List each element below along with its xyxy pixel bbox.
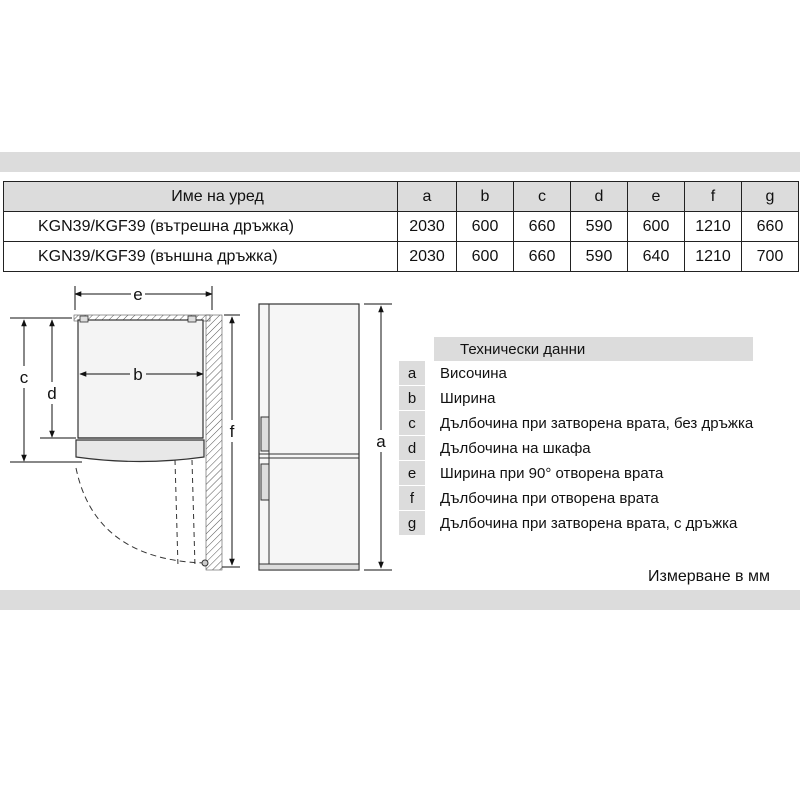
specs-header-d: d [571, 182, 628, 212]
specs-header-f: f [685, 182, 742, 212]
value-e-cell: 640 [628, 242, 685, 272]
list-item [399, 411, 753, 436]
side-wall-hatch [206, 315, 222, 570]
value-c-cell: 660 [514, 212, 571, 242]
dim-label-e: e [133, 285, 143, 304]
dim-label-d: d [47, 384, 57, 403]
legend-text: Дълбочина при затворена врата, без дръжка [440, 414, 754, 432]
specs-header-c: c [514, 182, 571, 212]
specs-table [3, 181, 799, 272]
open-door-outline-2 [192, 460, 195, 567]
specs-header-a: a [398, 182, 457, 212]
legend-key: f [399, 486, 425, 511]
specs-header-b: b [457, 182, 514, 212]
value-e-cell: 600 [628, 212, 685, 242]
legend-text: Дълбочина при отворена врата [440, 489, 659, 507]
legend-text: Височина [440, 364, 507, 382]
value-g-cell: 700 [742, 242, 799, 272]
legend-text: Ширина при 90° отворена врата [440, 464, 664, 482]
specs-header-e: e [628, 182, 685, 212]
legend-key: g [399, 511, 425, 536]
bottom-gray-band [0, 590, 800, 610]
value-g-cell: 660 [742, 212, 799, 242]
upper-door-handle [261, 417, 269, 451]
legend-key: e [399, 461, 425, 486]
model-name-cell: KGN39/KGF39 (външна дръжка) [4, 242, 398, 272]
top-view [74, 315, 222, 570]
legend-key: c [399, 411, 425, 436]
value-f-cell: 1210 [685, 242, 742, 272]
legend-key: a [399, 361, 425, 386]
plinth [259, 564, 359, 570]
closed-door [76, 440, 204, 462]
table-row [4, 242, 799, 272]
dim-label-a: a [376, 432, 386, 451]
value-f-cell: 1210 [685, 212, 742, 242]
list-item [399, 386, 753, 411]
specs-header-g: g [742, 182, 799, 212]
dimension-diagram [0, 280, 400, 580]
door-swing-arc [76, 468, 205, 563]
specs-header-name: Име на уред [4, 182, 398, 212]
list-item [399, 436, 753, 461]
legend-text: Дълбочина на шкафа [440, 439, 591, 457]
value-a-cell: 2030 [398, 242, 457, 272]
legend-key: d [399, 436, 425, 461]
list-item [399, 511, 753, 536]
top-gray-band [0, 152, 800, 172]
list-item [399, 486, 753, 511]
table-row [4, 212, 799, 242]
fridge-body-side [259, 304, 359, 570]
value-a-cell: 2030 [398, 212, 457, 242]
legend-text: Дълбочина при затворена врата, с дръжка [440, 514, 738, 532]
dim-label-b: b [133, 365, 143, 384]
hinge-pivot [202, 560, 208, 566]
side-view [259, 304, 392, 570]
value-c-cell: 660 [514, 242, 571, 272]
model-name-cell: KGN39/KGF39 (вътрешна дръжка) [4, 212, 398, 242]
dim-label-f: f [229, 422, 235, 441]
legend-text: Ширина [440, 389, 496, 407]
dim-label-c: c [19, 368, 29, 387]
rear-spacer-left [80, 316, 88, 322]
legend-title-row [399, 337, 753, 361]
open-door-outline-1 [175, 460, 178, 567]
list-item [399, 461, 753, 486]
value-b-cell: 600 [457, 212, 514, 242]
lower-door-handle [261, 464, 269, 500]
value-d-cell: 590 [571, 242, 628, 272]
unit-note: Измерване в мм [648, 568, 770, 585]
legend-title: Технически данни [434, 337, 753, 361]
value-b-cell: 600 [457, 242, 514, 272]
rear-spacer-right [188, 316, 196, 322]
specs-header-row [4, 182, 799, 212]
legend-table [399, 337, 753, 536]
value-d-cell: 590 [571, 212, 628, 242]
list-item [399, 361, 753, 386]
legend-key: b [399, 386, 425, 411]
